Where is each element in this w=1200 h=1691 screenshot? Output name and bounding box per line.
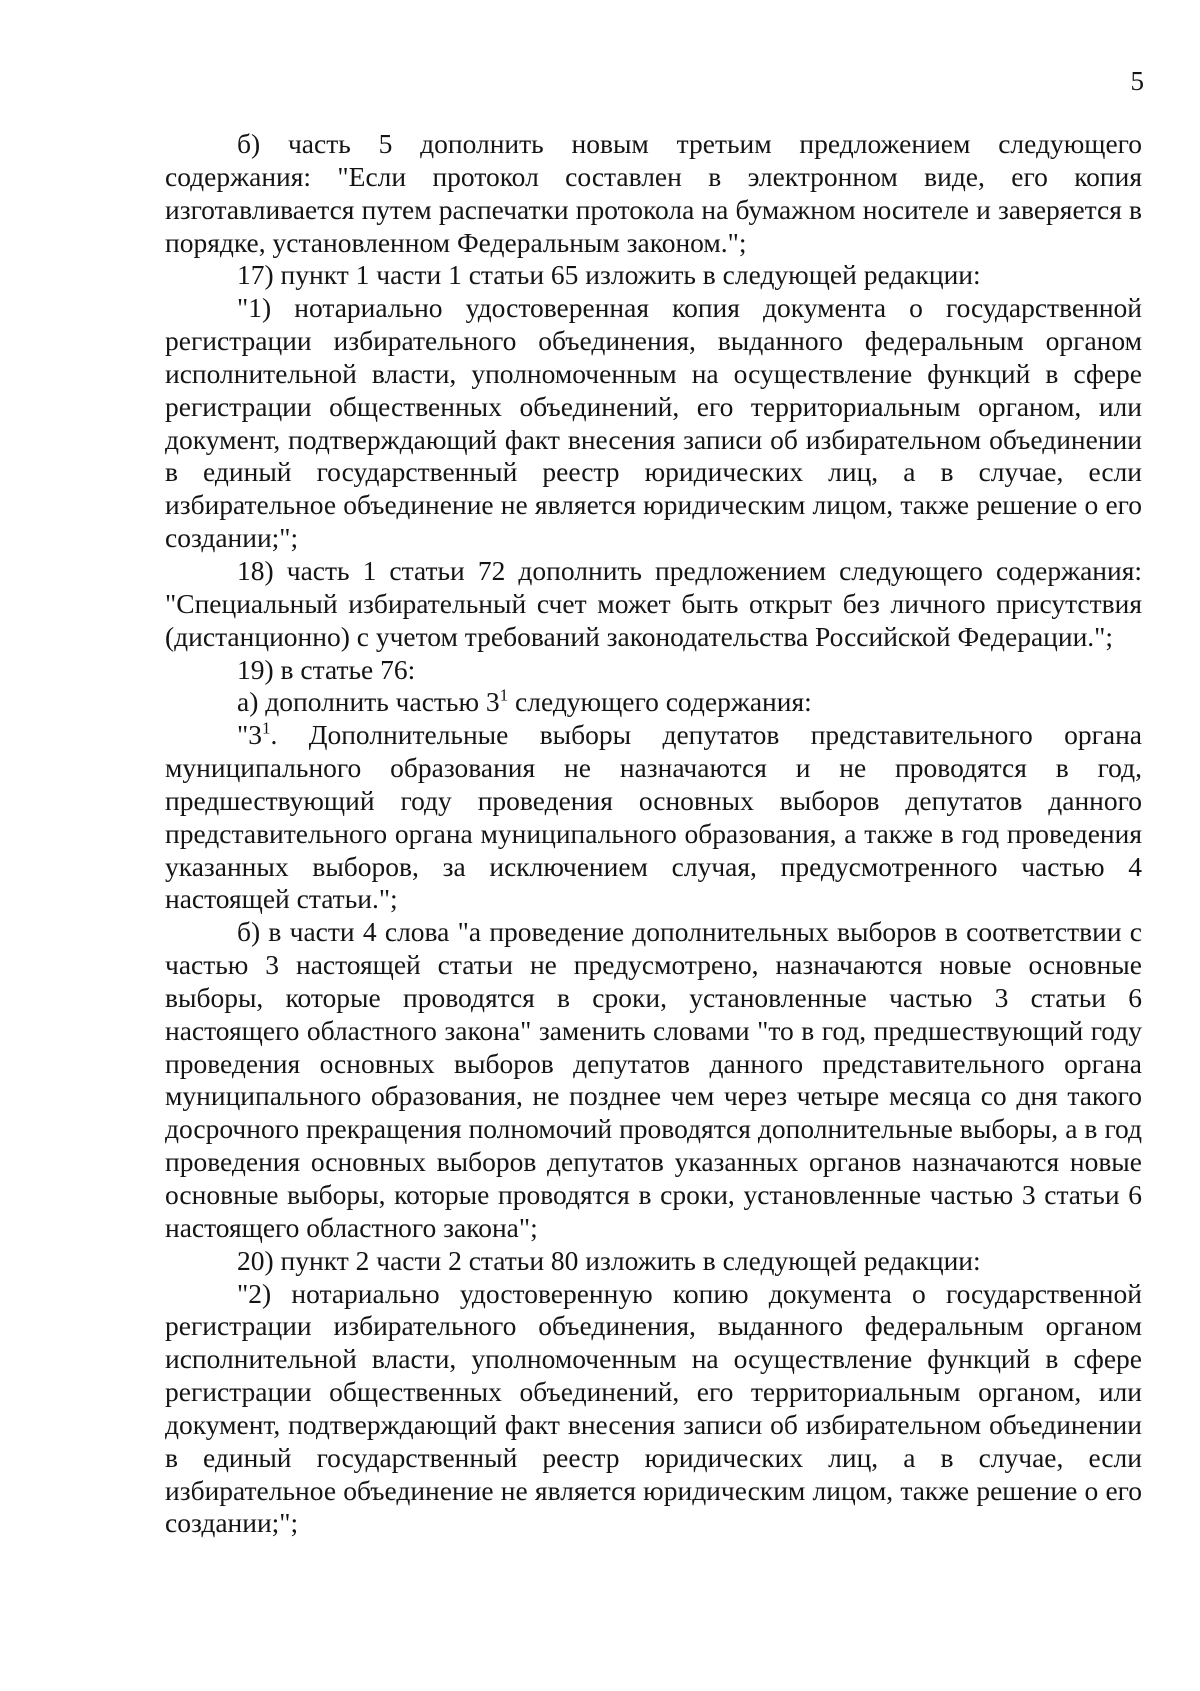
superscript-index: 1 — [261, 718, 271, 738]
document-body — [165, 128, 1142, 1540]
paragraph-20: 20) пункт 2 части 2 статьи 80 изложить в следующей редакции: — [237, 1244, 981, 1276]
part-3-1-text-end: . Дополнительные выборы депутатов представительного органа муниципального образования не назначаются и не проводятся в год, предшествующий году проведения основных выборов депутатов данного представительного органа муниципального образования, а также в год проведения указанных выборов, за исключением случая, предусмотренного частью 4 настоящей статьи."; — [165, 719, 1142, 915]
paragraph-17-item-1: "1) нотариально удостоверенная копия документа о государственной регистрации избирательного объединения, выданного федеральным органом исполнительной власти, уполномоченным на осуществление функций в сфере регистрации общественных объединений, его территориальным органом, или документ, подтверждающий факт внесения записи об избирательном объединении в единый государственный реестр юридических лиц, а в случае, если избирательное объединение не является юридическим лицом, также решение о его создании;"; — [165, 292, 1142, 554]
paragraph-19: 19) в статье 76: — [237, 653, 416, 685]
paragraph-19a-text-start: а) дополнить частью 3 — [237, 686, 500, 718]
paragraph-19a-text-end: следующего содержания: — [508, 686, 812, 718]
paragraph-19a — [165, 686, 1142, 719]
part-3-1-text-start: "3 — [237, 719, 262, 751]
superscript-index: 1 — [499, 685, 509, 705]
paragraph-17: 17) пункт 1 части 1 статьи 65 изложить в следующей редакции: — [237, 259, 981, 291]
paragraph-18: 18) часть 1 статьи 72 дополнить предложением следующего содержания: "Специальный избирательный счет может быть открыт без личного присутствия (дистанционно) с учетом требований законодательства Российской Федерации."; — [165, 554, 1142, 652]
page-number: 5 — [1130, 66, 1144, 96]
paragraph-19b: б) в части 4 слова "а проведение дополнительных выборов в соответствии с частью 3 настоящей статьи не предусмотрено, назначаются новые основные выборы, которые проводятся в сроки, установленные частью 3 статьи 6 настоящего областного закона" заменить словами "то в год, предшествующий году проведения основных выборов депутатов данного представительного органа муниципального образования, не позднее чем через четыре месяца со дня такого досрочного прекращения полномочий проводятся дополнительные выборы, а в год проведения основных выборов депутатов указанных органов назначаются новые основные выборы, которые проводятся в сроки, установленные частью 3 статьи 6 настоящего областного закона"; — [165, 916, 1142, 1243]
paragraph-20-item-2: "2) нотариально удостоверенную копию документа о государственной регистрации избирательного объединения, выданного федеральным органом исполнительной власти, уполномоченным на осуществление функций в сфере регистрации общественных объединений, его территориальным органом, или документ, подтверждающий факт внесения записи об избирательном объединении в единый государственный реестр юридических лиц, а в случае, если избирательное объединение не является юридическим лицом, также решение о его создании;"; — [165, 1277, 1142, 1539]
paragraph-19a-part-3-1 — [165, 719, 1142, 916]
paragraph-16b: б) часть 5 дополнить новым третьим предложением следующего содержания: "Если протокол составлен в электронном виде, его копия изготавливается путем распечатки протокола на бумажном носителе и заверяется в порядке, установленном Федеральным законом."; — [165, 128, 1142, 258]
